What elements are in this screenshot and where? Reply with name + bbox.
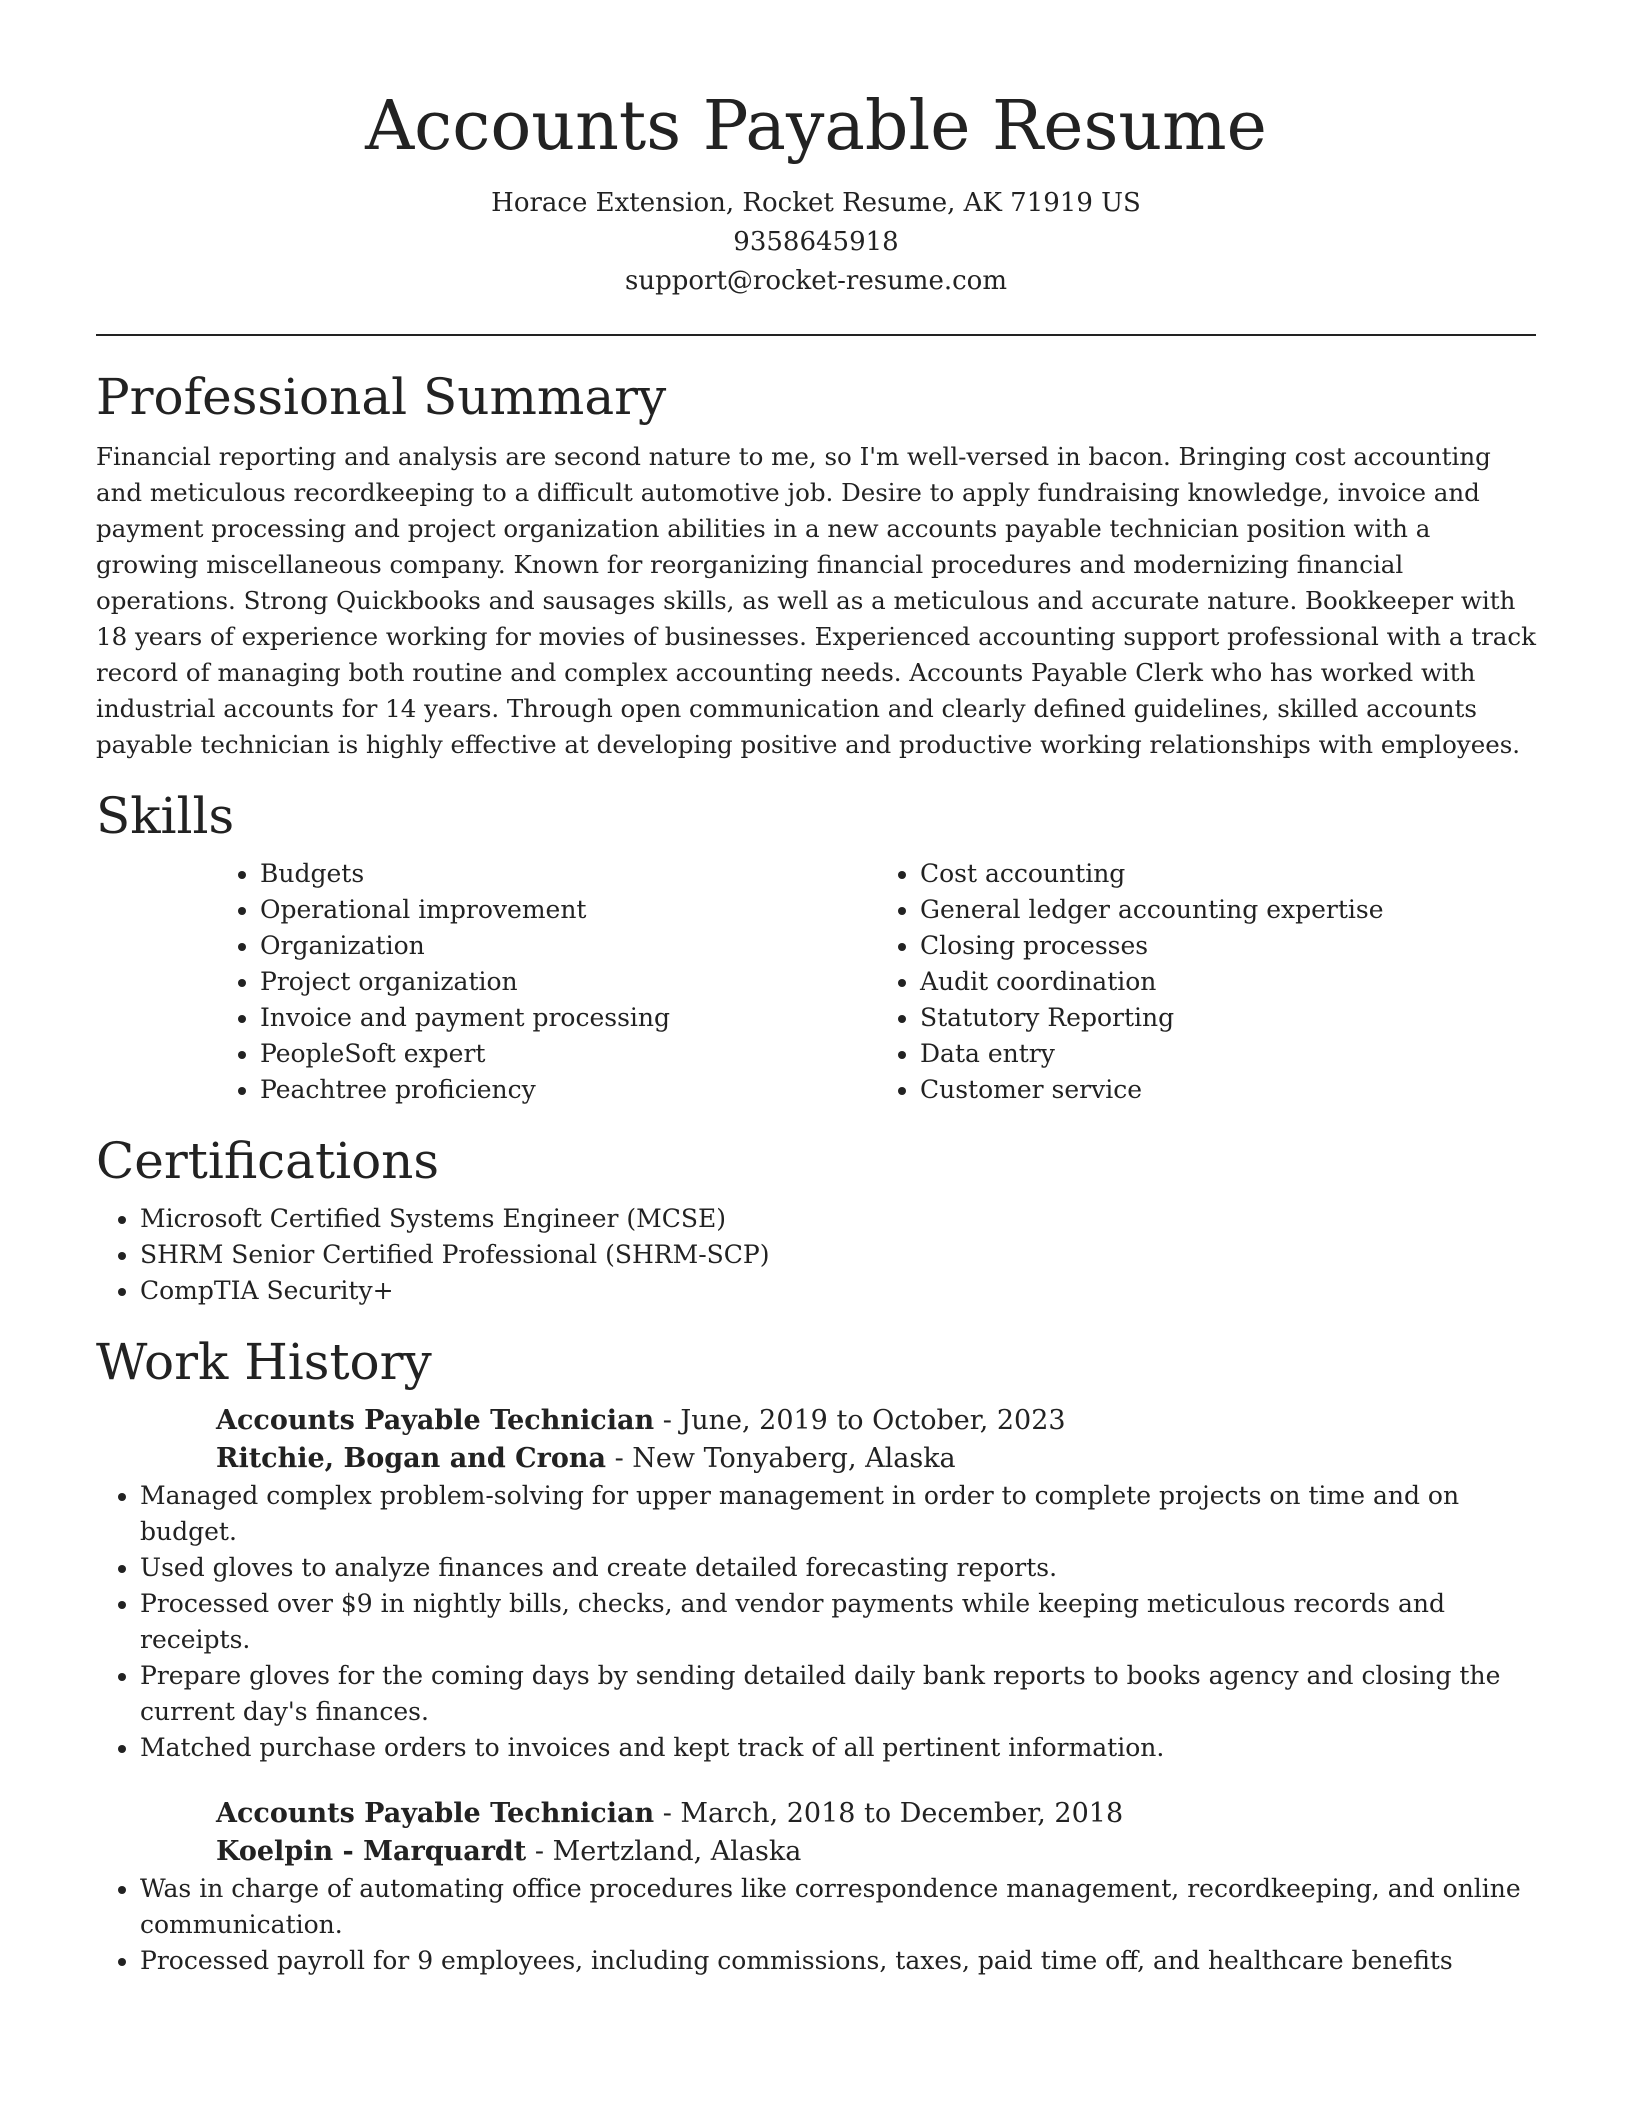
list-item: • Project organization — [260, 964, 876, 1000]
job-title-line: Accounts Payable Technician - March, 2018 to December, 2018 — [216, 1798, 1124, 1829]
job-bullets — [96, 1478, 1536, 1766]
list-item: • Organization — [260, 928, 876, 964]
list-item: • CompTIA Security+ — [140, 1273, 1536, 1309]
company-name: Ritchie, Bogan and Crona — [216, 1443, 606, 1474]
list-item: • Peachtree proficiency — [260, 1072, 876, 1108]
company-line: Ritchie, Bogan and Crona - New Tonyaberg, Alaska — [216, 1443, 956, 1474]
email: support@rocket-resume.com — [624, 266, 1007, 296]
job-location: Mertzland, Alaska — [552, 1836, 802, 1867]
list-item: • Data entry — [920, 1036, 1536, 1072]
phone: 9358645918 — [733, 227, 899, 257]
address: Horace Extension, Rocket Resume, AK 71919 US — [491, 188, 1141, 218]
list-item: • Processed payroll for 9 employees, including commissions, taxes, paid time off, and healthcare benefits — [140, 1943, 1536, 1979]
job-title-line: Accounts Payable Technician - June, 2019 to October, 2023 — [216, 1405, 1066, 1436]
job-entry — [216, 1402, 1536, 1478]
page-title: Accounts Payable Resume — [365, 87, 1267, 166]
list-item: • Audit coordination — [920, 964, 1536, 1000]
skills-columns — [216, 856, 1536, 1108]
list-item: • General ledger accounting expertise — [920, 892, 1536, 928]
header-divider — [96, 334, 1536, 336]
company-line: Koelpin - Marquardt - Mertzland, Alaska — [216, 1836, 802, 1867]
list-item: • Customer service — [920, 1072, 1536, 1108]
section-title-skills: Skills — [96, 787, 235, 845]
job-bullets — [96, 1871, 1536, 1979]
section-title-summary: Professional Summary — [96, 368, 667, 426]
list-item: • Budgets — [260, 856, 876, 892]
list-item: • Was in charge of automating office procedures like correspondence management, recordkeeping, and online communication. — [140, 1871, 1536, 1943]
list-item: • Microsoft Certified Systems Engineer (MCSE) — [140, 1201, 1536, 1237]
company-name: Koelpin - Marquardt — [216, 1836, 527, 1867]
job-location: New Tonyaberg, Alaska — [632, 1443, 956, 1474]
resume-page — [96, 0, 1536, 1979]
job-entry — [216, 1795, 1536, 1871]
skills-list-left — [216, 856, 876, 1108]
list-item: • Prepare gloves for the coming days by sending detailed daily bank reports to books agency and closing the current day's finances. — [140, 1658, 1536, 1730]
certifications-section — [96, 1130, 1536, 1309]
certifications-list — [96, 1201, 1536, 1309]
resume-header — [96, 0, 1536, 301]
list-item: • Closing processes — [920, 928, 1536, 964]
list-item: • Matched purchase orders to invoices and kept track of all pertinent information. — [140, 1730, 1536, 1766]
list-item: • PeopleSoft expert — [260, 1036, 876, 1072]
contact-info — [96, 184, 1536, 301]
summary-section — [96, 366, 1536, 763]
summary-text: Financial reporting and analysis are second nature to me, so I'm well-versed in bacon. Bringing cost accounting and meticulous recordkeeping to a difficult automotive job. Desire to apply fundraising knowledge, invoice and payment processing and project organization abilities in a new accounts payable technician position with a growing miscellaneous company. Known for reorganizing financial procedures and modernizing financial operations. Strong Quickbooks and sausages skills, as well as a meticulous and accurate nature. Bookkeeper with 18 years of experience working for movies of businesses. Experienced accounting support professional with a track record of managing both routine and complex accounting needs. Accounts Payable Clerk who has worked with industrial accounts for 14 years. Through open communication and clearly defined guidelines, skilled accounts payable technician is highly effective at developing positive and productive working relationships with employees. — [96, 442, 1536, 759]
work-history-section — [96, 1331, 1536, 1979]
section-title-certifications: Certifications — [96, 1132, 440, 1190]
list-item: • Processed over $9 in nightly bills, checks, and vendor payments while keeping meticulous records and receipts. — [140, 1586, 1536, 1658]
list-item: • Managed complex problem-solving for upper management in order to complete projects on time and on budget. — [140, 1478, 1536, 1550]
list-item: • Operational improvement — [260, 892, 876, 928]
list-item: • Statutory Reporting — [920, 1000, 1536, 1036]
skills-section — [96, 785, 1536, 1108]
job-title: Accounts Payable Technician — [216, 1405, 655, 1436]
list-item: • SHRM Senior Certified Professional (SHRM-SCP) — [140, 1237, 1536, 1273]
job-dates: June, 2019 to October, 2023 — [680, 1405, 1066, 1436]
list-item: • Invoice and payment processing — [260, 1000, 876, 1036]
list-item: • Cost accounting — [920, 856, 1536, 892]
list-item: • Used gloves to analyze finances and create detailed forecasting reports. — [140, 1550, 1536, 1586]
job-dates: March, 2018 to December, 2018 — [680, 1798, 1124, 1829]
section-title-work-history: Work History — [96, 1333, 432, 1391]
skills-list-right — [876, 856, 1536, 1108]
job-title: Accounts Payable Technician — [216, 1798, 655, 1829]
